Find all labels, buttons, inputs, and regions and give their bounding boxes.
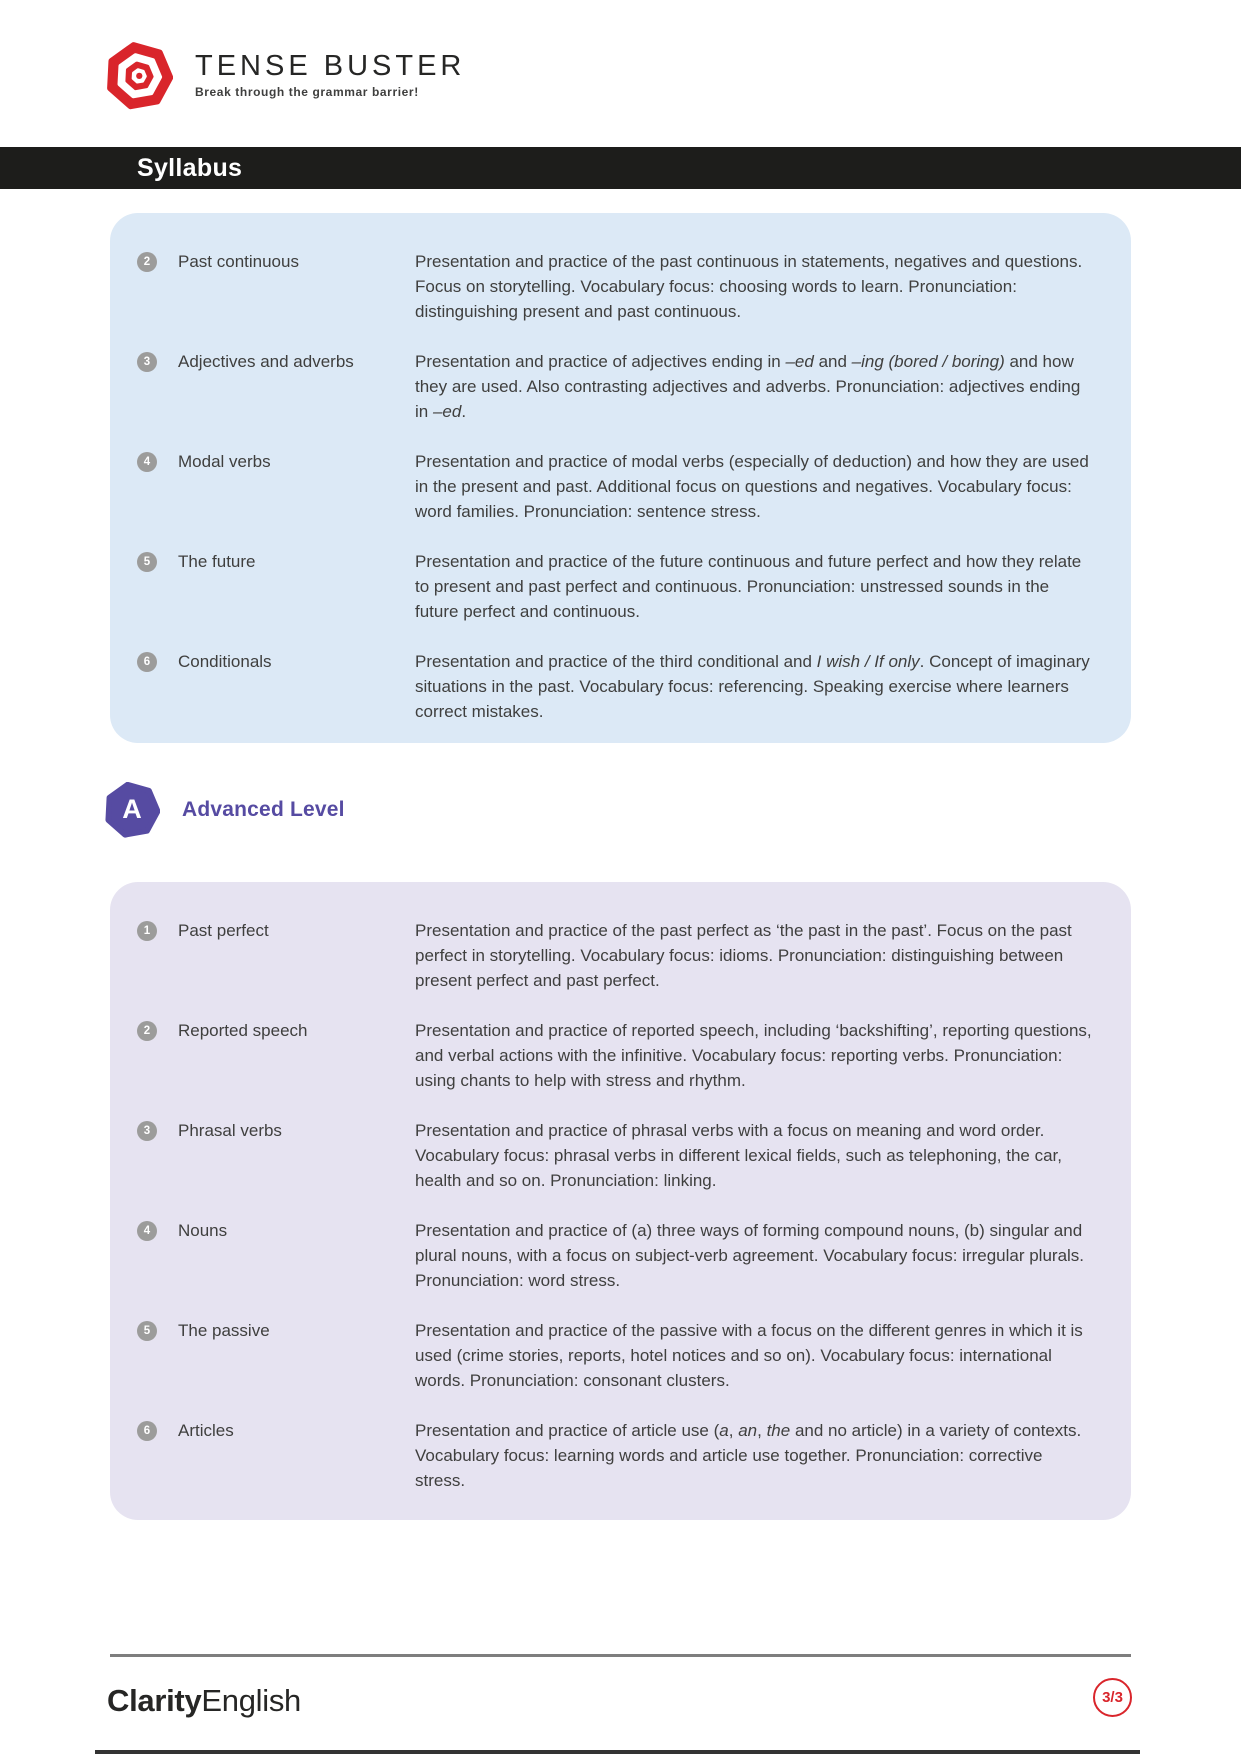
syllabus-item (137, 1218, 1095, 1293)
item-description: Presentation and practice of reported speech, including ‘backshifting’, reporting questions, and verbal actions with the infinitive. Vocabulary focus: reporting verbs. Pronunciation: using chants to help with stress and rhythm. (415, 1021, 1092, 1090)
item-number-badge: 1 (137, 921, 157, 941)
syllabus-item (137, 1318, 1095, 1393)
item-number-badge: 3 (137, 1121, 157, 1141)
section-bar-label: Syllabus (137, 153, 243, 182)
item-title: Modal verbs (178, 452, 271, 471)
syllabus-item (137, 349, 1095, 424)
item-title: Past continuous (178, 252, 299, 271)
item-title: The future (178, 552, 256, 571)
syllabus-item (137, 249, 1095, 324)
syllabus-item (137, 449, 1095, 524)
item-number-badge: 4 (137, 452, 157, 472)
brand-bold-part: Clarity (107, 1683, 202, 1718)
page-number-label: 3/3 (1102, 1689, 1123, 1706)
item-description: Presentation and practice of the future continuous and future perfect and how they relate to present and past perfect and continuous. Pronunciation: unstressed sounds in the future perfect and continuous. (415, 552, 1082, 621)
item-number-badge: 6 (137, 652, 157, 672)
item-description: Presentation and practice of the past continuous in statements, negatives and questions. Focus on storytelling. Vocabulary focus: choosing words to learn. Pronunciation: distinguishing present and past continuous. (415, 252, 1083, 321)
logo-tagline: Break through the grammar barrier! (195, 85, 419, 99)
syllabus-item (137, 649, 1095, 724)
logo-text (195, 42, 465, 99)
item-title: Conditionals (178, 652, 272, 671)
upper-syllabus-box (110, 213, 1131, 743)
item-title: The passive (178, 1321, 270, 1340)
clarity-english-logo (107, 1683, 301, 1719)
item-description: Presentation and practice of article use (a, an, the and no article) in a variety of contexts. Vocabulary focus: learning words and article use together. Pronunciation: corrective stress. (415, 1421, 1082, 1490)
item-number-badge: 6 (137, 1421, 157, 1441)
section-bar (0, 147, 1241, 189)
advanced-syllabus-box (110, 882, 1131, 1520)
tense-buster-logo (105, 42, 465, 110)
syllabus-item (137, 1118, 1095, 1193)
advanced-level-badge-letter: A (122, 793, 142, 824)
item-number-badge: 2 (137, 252, 157, 272)
logo-title: TENSE BUSTER (195, 50, 466, 82)
syllabus-item (137, 549, 1095, 624)
page-number-badge (1093, 1678, 1132, 1717)
item-number-badge: 5 (137, 1321, 157, 1341)
item-description: Presentation and practice of the third conditional and I wish / If only. Concept of imaginary situations in the past. Vocabulary focus: referencing. Speaking exercise where learners correct mistakes. (415, 652, 1090, 721)
advanced-level-header (104, 782, 345, 838)
advanced-level-heading: Advanced Level (182, 798, 345, 821)
item-title: Reported speech (178, 1021, 308, 1040)
footer-divider (110, 1654, 1131, 1657)
item-number-badge: 2 (137, 1021, 157, 1041)
item-number-badge: 4 (137, 1221, 157, 1241)
item-description: Presentation and practice of modal verbs (especially of deduction) and how they are used in the present and past. Additional focus on questions and negatives. Vocabulary focus: word families. Pronunciation: sentence stress. (415, 452, 1089, 521)
item-description: Presentation and practice of the past perfect as ‘the past in the past’. Focus on the past perfect in storytelling. Vocabulary focus: idioms. Pronunciation: distinguishing between present perfect and past perfect. (415, 921, 1072, 990)
item-number-badge: 5 (137, 552, 157, 572)
syllabus-item (137, 918, 1095, 993)
syllabus-item (137, 1418, 1095, 1493)
advanced-level-badge (104, 782, 160, 838)
item-title: Articles (178, 1421, 234, 1440)
item-title: Adjectives and adverbs (178, 352, 354, 371)
syllabus-item (137, 1018, 1095, 1093)
item-description: Presentation and practice of (a) three ways of forming compound nouns, (b) singular and plural nouns, with a focus on subject-verb agreement. Vocabulary focus: irregular plurals. Pronunciation: word stress. (415, 1221, 1085, 1290)
item-description: Presentation and practice of phrasal verbs with a focus on meaning and word order. Vocabulary focus: phrasal verbs in different lexical fields, such as telephoning, the car, health and so on. Pronunciation: linking. (415, 1121, 1063, 1190)
page-bottom-edge (95, 1750, 1140, 1754)
item-description: Presentation and practice of the passive with a focus on the different genres in which it is used (crime stories, reports, hotel notices and so on). Vocabulary focus: international words. Pronunciation: consonant clusters. (415, 1321, 1083, 1390)
item-number-badge: 3 (137, 352, 157, 372)
item-title: Phrasal verbs (178, 1121, 282, 1140)
item-title: Past perfect (178, 921, 269, 940)
tense-buster-target-icon (105, 42, 173, 110)
item-title: Nouns (178, 1221, 228, 1240)
item-description: Presentation and practice of adjectives ending in –ed and –ing (bored / boring) and how they are used. Also contrasting adjectives and adverbs. Pronunciation: adjectives ending in –ed. (415, 352, 1081, 421)
brand-light-part: English (201, 1683, 301, 1718)
